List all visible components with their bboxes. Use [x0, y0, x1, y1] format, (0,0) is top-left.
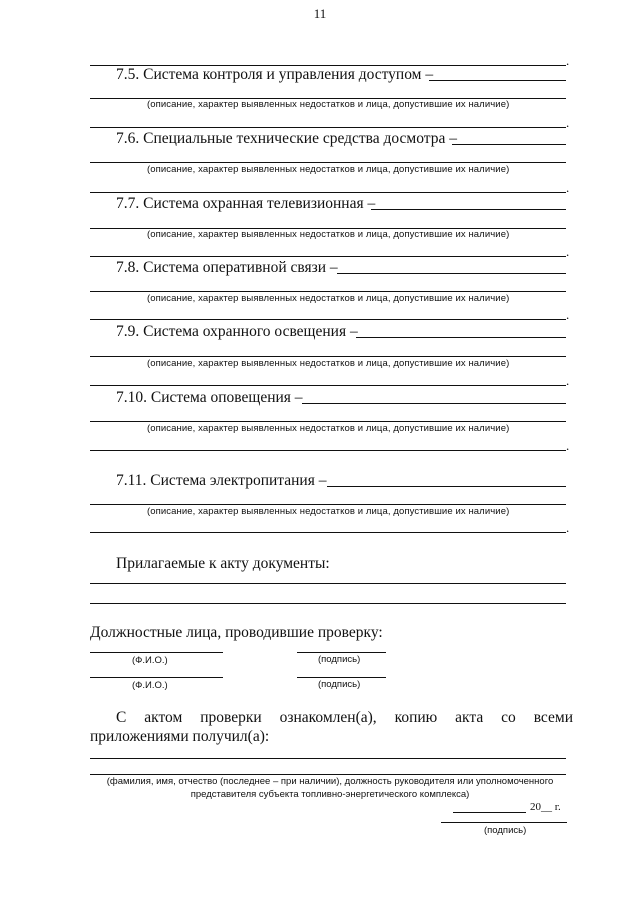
section-heading-7-6: 7.6. Специальные технические средства досмотра –	[116, 130, 458, 147]
line-period: .	[566, 115, 570, 130]
section-heading-7-9: 7.9. Система охранного освещения –	[116, 323, 358, 340]
signature-line[interactable]	[297, 652, 386, 653]
signature-label: (подпись)	[318, 654, 361, 665]
answer-line-7-8[interactable]	[337, 273, 566, 274]
answer-line-7-6[interactable]	[452, 144, 566, 145]
date-line[interactable]	[453, 812, 526, 813]
page-number: 11	[313, 6, 327, 21]
acknowledgement-signature-label: (подпись)	[484, 825, 527, 836]
line-period: .	[566, 520, 570, 535]
signature-label: (подпись)	[318, 679, 361, 690]
line-period: .	[566, 180, 570, 195]
description-note: (описание, характер выявленных недостатков и лица, допустившие их наличие)	[147, 358, 510, 369]
blank-line[interactable]	[90, 532, 566, 533]
answer-line-7-7[interactable]	[371, 209, 566, 210]
description-note: (описание, характер выявленных недостатков и лица, допустившие их наличие)	[147, 293, 510, 304]
section-heading-7-10: 7.10. Система оповещения –	[116, 389, 303, 406]
description-line[interactable]	[90, 504, 566, 505]
line-period: .	[566, 307, 570, 322]
blank-line[interactable]	[90, 450, 566, 451]
description-line[interactable]	[90, 421, 566, 422]
description-note: (описание, характер выявленных недостатков и лица, допустившие их наличие)	[147, 229, 510, 240]
answer-line-7-11[interactable]	[327, 486, 566, 487]
acknowledgement-caption: (фамилия, имя, отчество (последнее – при наличии), должность руководителя или уполномоченного представителя субъекта топливно-энергетического комплекса)	[106, 776, 554, 800]
description-line[interactable]	[90, 356, 566, 357]
blank-line[interactable]	[90, 192, 566, 193]
documents-line[interactable]	[90, 583, 566, 584]
description-line[interactable]	[90, 291, 566, 292]
answer-line-7-9[interactable]	[356, 337, 566, 338]
section-heading-7-8: 7.8. Система оперативной связи –	[116, 259, 338, 276]
officials-title: Должностные лица, проводившие проверку:	[90, 624, 383, 641]
date-year-suffix: 20__ г.	[530, 801, 561, 813]
answer-line-7-10[interactable]	[302, 403, 566, 404]
fio-line[interactable]	[90, 677, 223, 678]
section-heading-7-7: 7.7. Система охранная телевизионная –	[116, 195, 376, 212]
description-line[interactable]	[90, 162, 566, 163]
line-period: .	[566, 373, 570, 388]
blank-line[interactable]	[90, 127, 566, 128]
line-period: .	[566, 53, 570, 68]
section-heading-7-5: 7.5. Система контроля и управления доступом –	[116, 66, 434, 83]
blank-line[interactable]	[90, 319, 566, 320]
blank-line[interactable]	[90, 385, 566, 386]
description-note: (описание, характер выявленных недостатков и лица, допустившие их наличие)	[147, 506, 510, 517]
section-heading-7-11: 7.11. Система электропитания –	[116, 472, 327, 489]
signature-line[interactable]	[297, 677, 386, 678]
description-note: (описание, характер выявленных недостатков и лица, допустившие их наличие)	[147, 99, 510, 110]
documents-line[interactable]	[90, 603, 566, 604]
acknowledgement-line[interactable]	[90, 774, 566, 775]
acknowledgement-text: С актом проверки ознакомлен(а), копию акта со всеми приложениями получил(а):	[90, 709, 573, 745]
fio-label: (Ф.И.О.)	[132, 655, 168, 666]
acknowledgement-signature-line[interactable]	[441, 822, 567, 823]
line-period: .	[566, 438, 570, 453]
acknowledgement-line[interactable]	[90, 758, 566, 759]
fio-label: (Ф.И.О.)	[132, 680, 168, 691]
line-period: .	[566, 244, 570, 259]
description-note: (описание, характер выявленных недостатков и лица, допустившие их наличие)	[147, 164, 510, 175]
description-note: (описание, характер выявленных недостатков и лица, допустившие их наличие)	[147, 423, 510, 434]
fio-line[interactable]	[90, 652, 223, 653]
blank-line[interactable]	[90, 256, 566, 257]
answer-line-7-5[interactable]	[429, 80, 566, 81]
attached-documents-label: Прилагаемые к акту документы:	[116, 555, 330, 572]
